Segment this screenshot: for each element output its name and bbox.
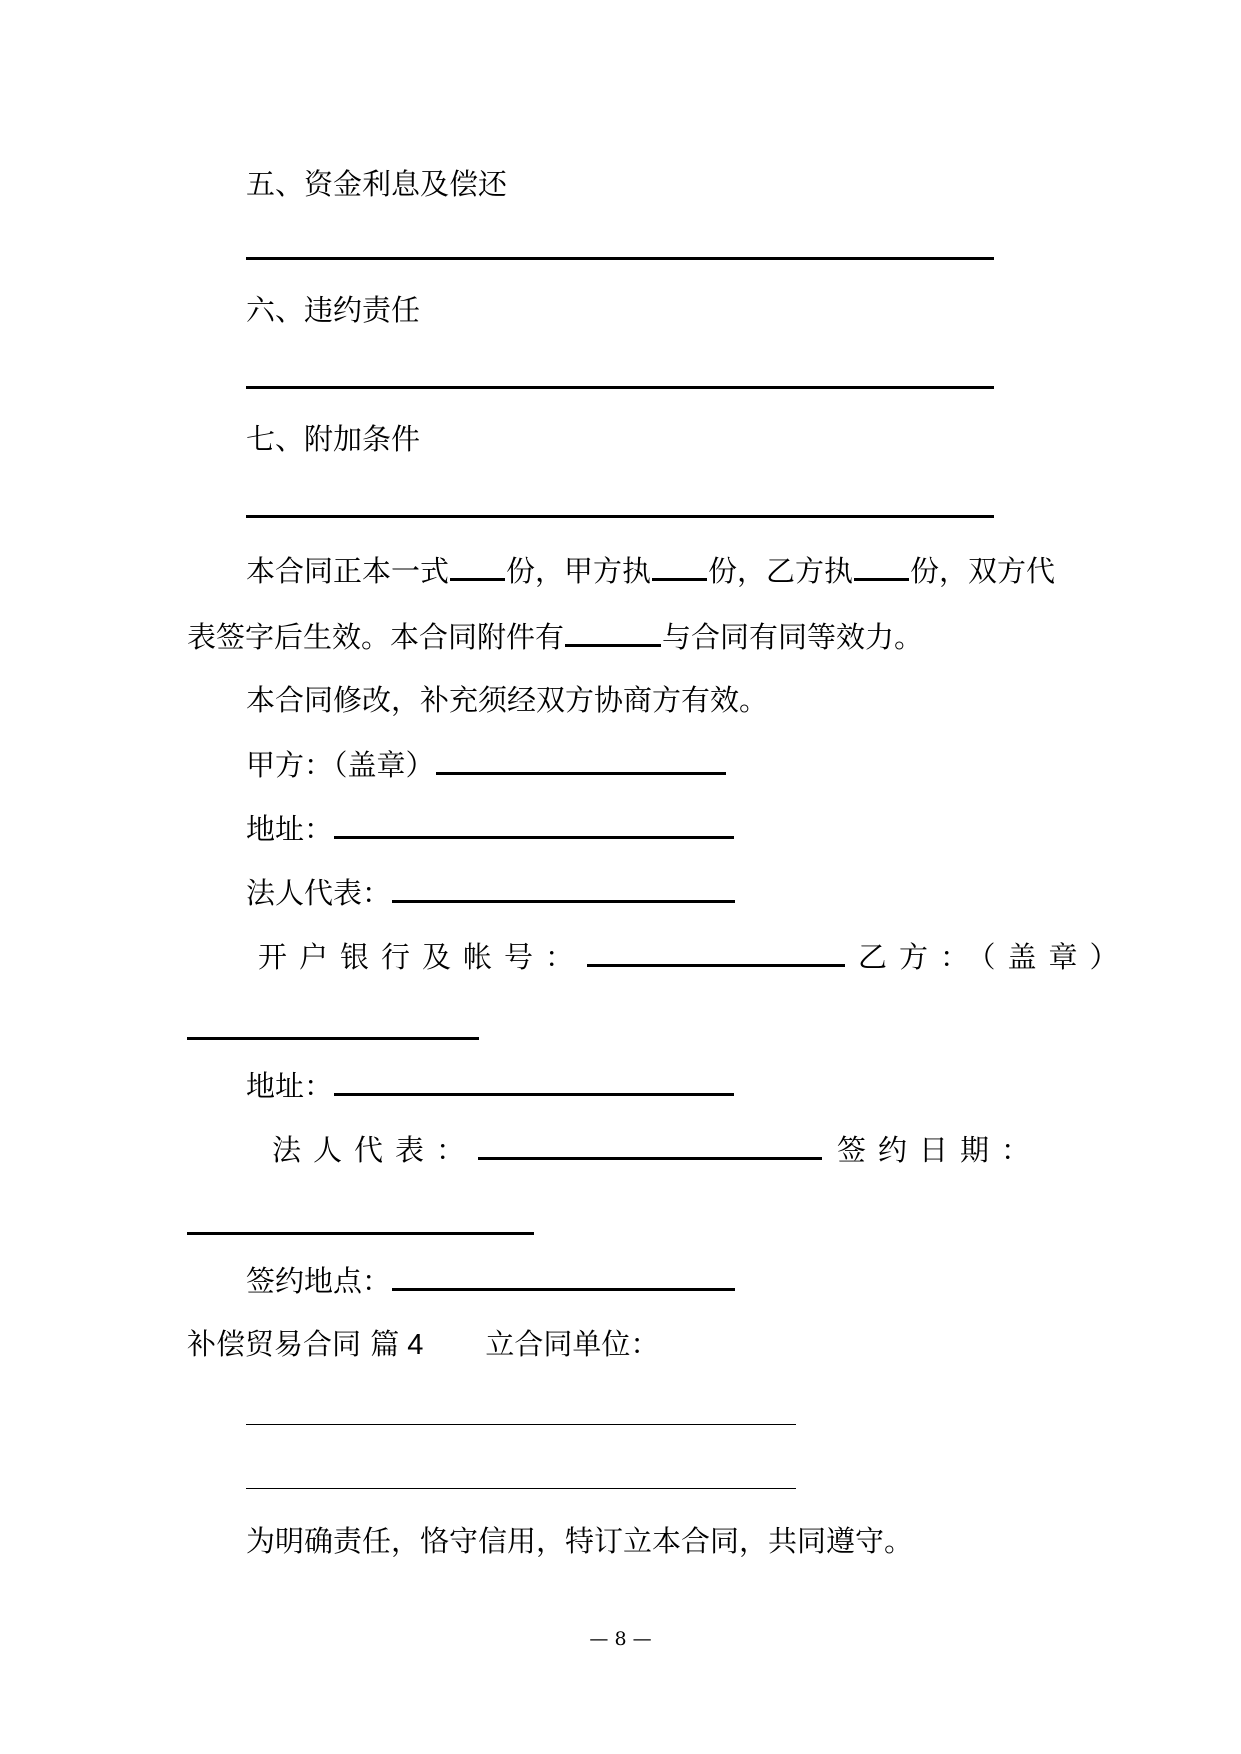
copies-text: 表签字后生效。本合同附件有 (187, 620, 565, 654)
party-b-seal-field[interactable] (187, 1037, 479, 1040)
sign-place-field[interactable] (392, 1260, 735, 1291)
contract-unit-field[interactable] (246, 1488, 796, 1489)
party-a-bank-label: 开户银行及帐号： (258, 940, 587, 974)
sign-date-label: 签约日期： (837, 1133, 1043, 1167)
sign-place-label: 签约地点： (246, 1264, 392, 1298)
party-a-rep-field[interactable] (392, 872, 735, 903)
page-number: — 8 — (589, 1628, 652, 1650)
amendment-text: 本合同修改，补充须经双方协商方有效。 (246, 683, 769, 717)
party-b-seal-label: 乙方：（盖章） (858, 940, 1131, 974)
party-a-address-label: 地址： (246, 812, 334, 846)
preamble-line (0, 1521, 1241, 1561)
party-b-rep-field[interactable] (478, 1129, 822, 1160)
contract-unit-label: 立合同单位： (485, 1327, 660, 1361)
party-a-seal-line (0, 744, 1241, 784)
copies-text: 份，双方代 (910, 554, 1056, 588)
section-6-heading: 六、违约责任 (246, 293, 421, 327)
blank-line (246, 386, 994, 389)
blank-field[interactable] (450, 550, 505, 581)
party-b-address-line (0, 1065, 1241, 1105)
party-a-address-field[interactable] (334, 808, 734, 839)
party-a-bank-field[interactable] (587, 936, 845, 967)
amendment-clause (0, 680, 1241, 720)
copies-text: 本合同正本一式 (246, 554, 450, 588)
next-contract-title: 补偿贸易合同 篇 (187, 1327, 400, 1361)
contract-unit-field[interactable] (246, 1424, 796, 1425)
section-heading (0, 164, 1241, 204)
party-a-rep-line (0, 872, 1241, 912)
section-7-heading: 七、附加条件 (246, 422, 421, 456)
section-heading (0, 419, 1241, 459)
party-b-rep-line (0, 1129, 1241, 1169)
party-a-bank-line (0, 936, 1241, 976)
preamble-text: 为明确责任，恪守信用，特订立本合同，共同遵守。 (246, 1524, 914, 1558)
blank-field[interactable] (854, 550, 909, 581)
blank-field[interactable] (652, 550, 707, 581)
copies-paragraph-line-2 (0, 616, 1241, 656)
next-contract-header (0, 1324, 1241, 1364)
party-a-seal-label: 甲方：（盖章） (246, 748, 435, 782)
copies-text: 与合同有同等效力。 (662, 620, 924, 654)
sign-place-line (0, 1260, 1241, 1300)
party-b-address-field[interactable] (334, 1065, 734, 1096)
blank-field[interactable] (565, 616, 661, 647)
next-contract-number: 4 (407, 1329, 424, 1361)
copies-text: 份，乙方执 (708, 554, 854, 588)
copies-paragraph-line-1 (0, 550, 1241, 590)
sign-date-field[interactable] (187, 1232, 534, 1235)
party-b-rep-label: 法人代表： (272, 1133, 478, 1167)
party-b-address-label: 地址： (246, 1069, 334, 1103)
party-a-rep-label: 法人代表： (246, 876, 392, 910)
party-a-address-line (0, 808, 1241, 848)
section-5-heading: 五、资金利息及偿还 (246, 167, 508, 201)
blank-line (246, 515, 994, 518)
copies-text: 份，甲方执 (506, 554, 652, 588)
section-heading (0, 290, 1241, 330)
blank-line (246, 257, 994, 260)
party-a-seal-field[interactable] (436, 744, 726, 775)
